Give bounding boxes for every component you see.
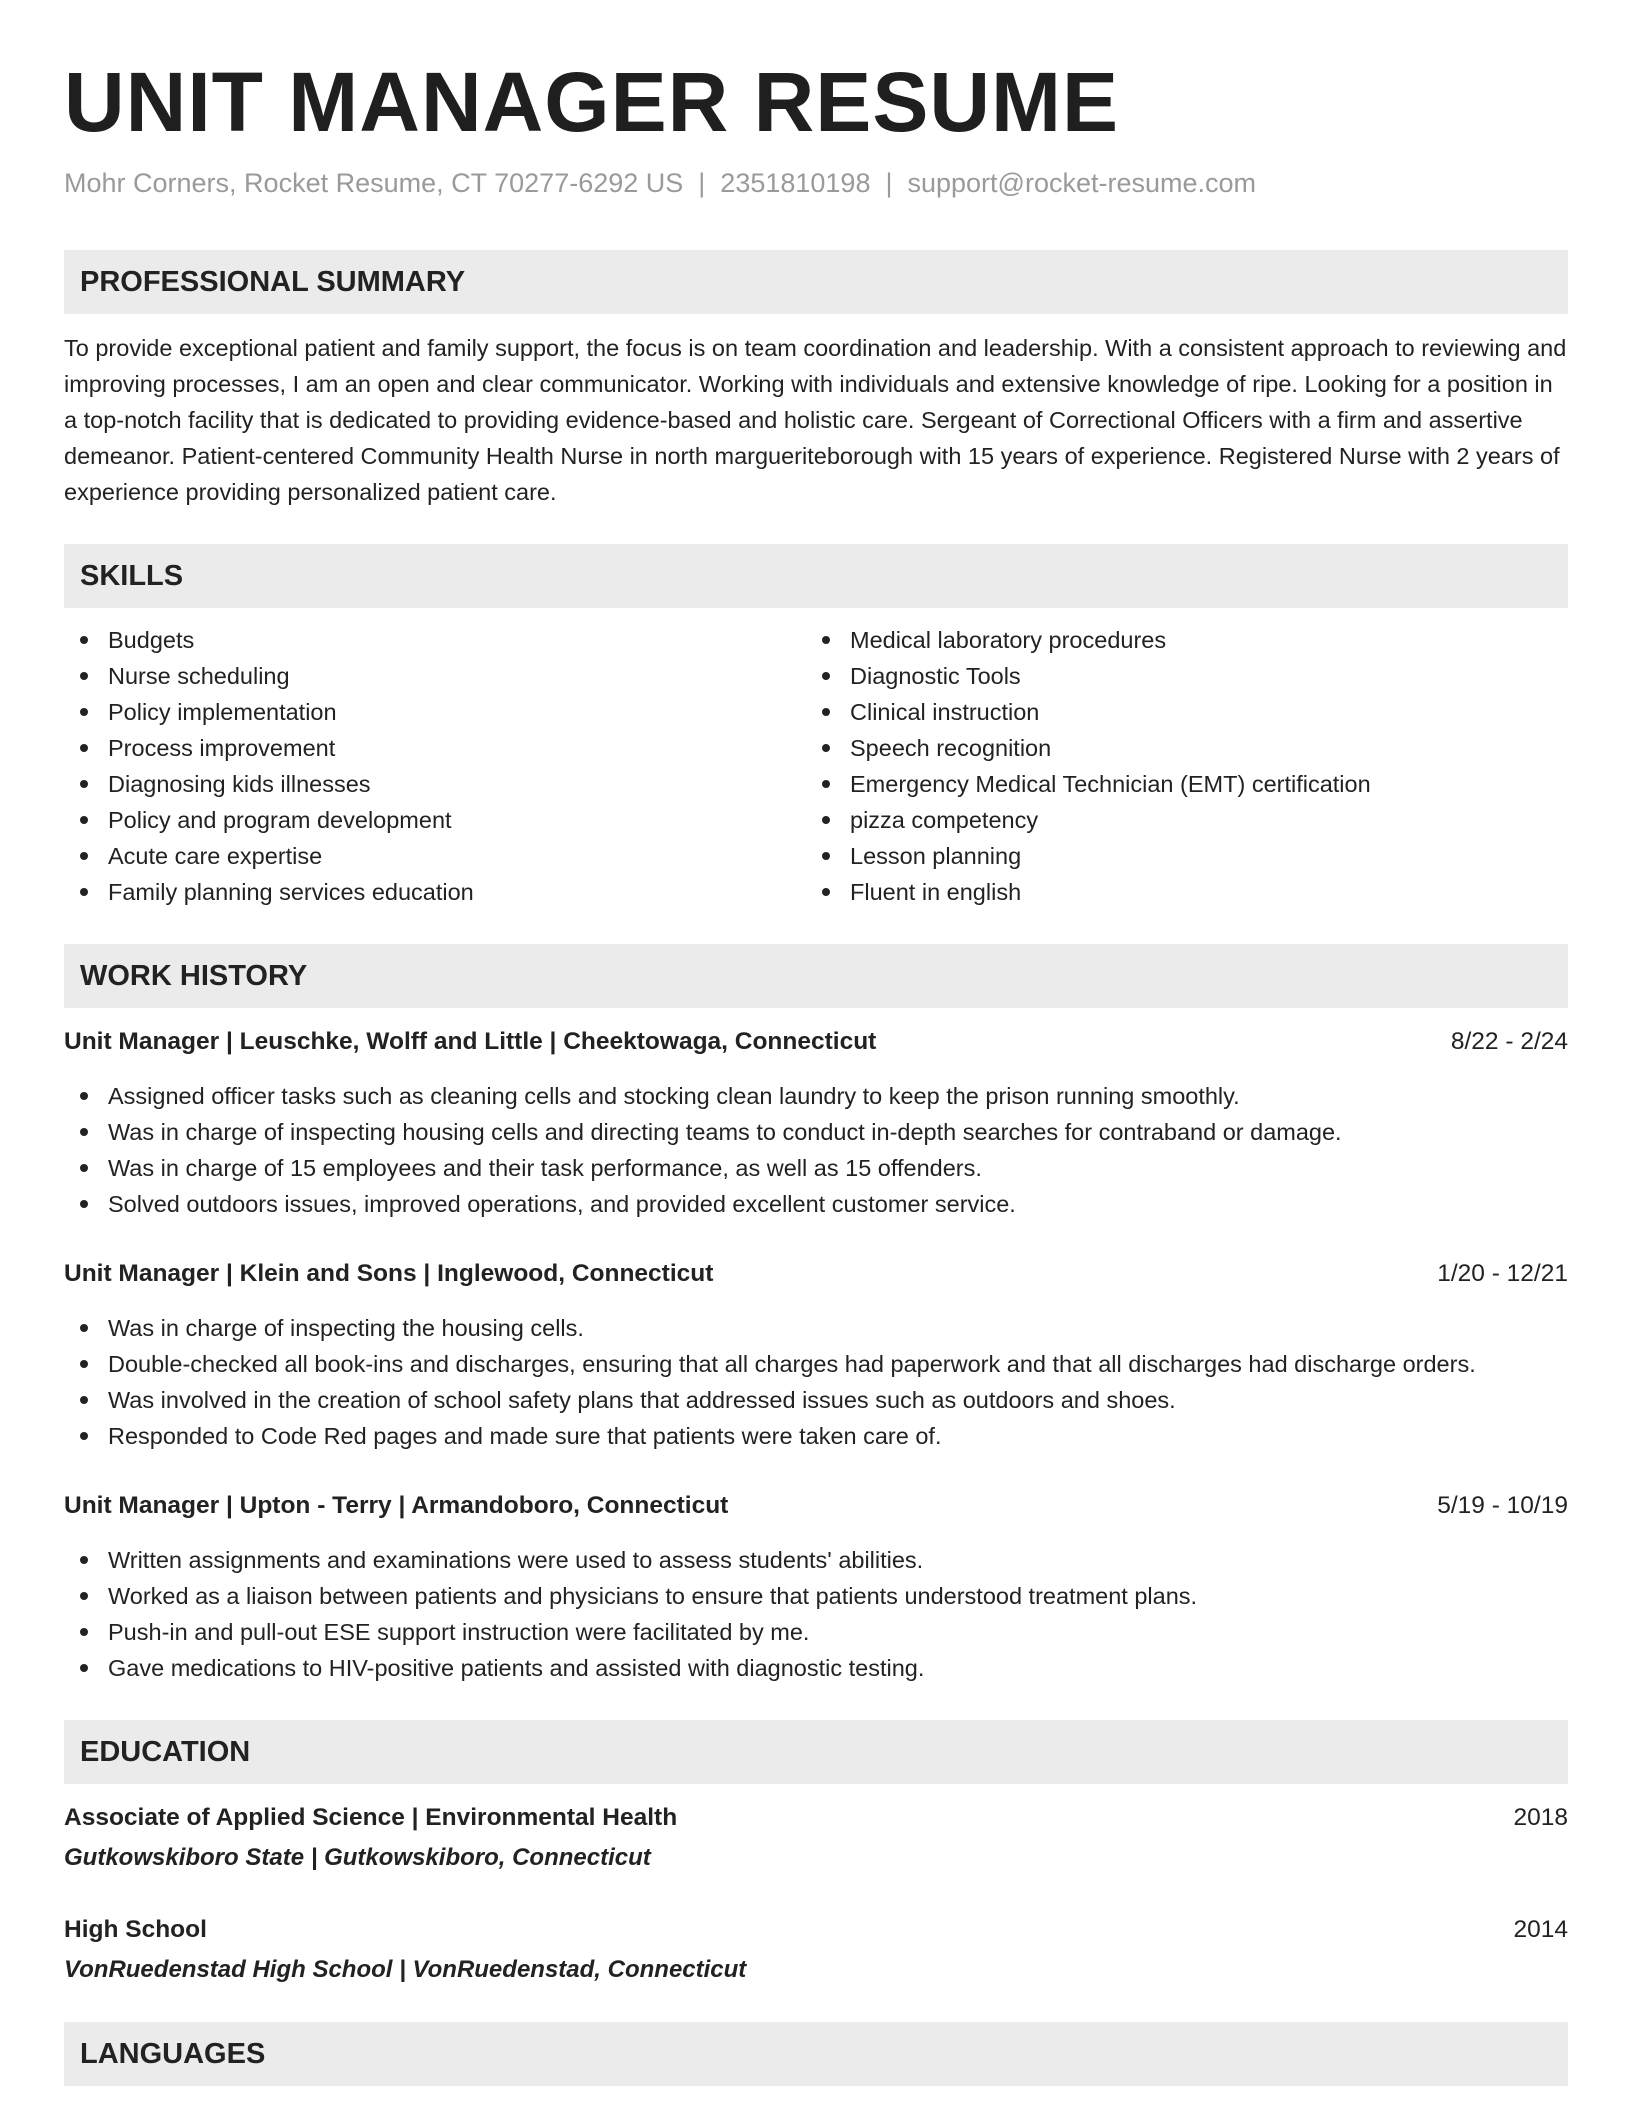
skill-item: pizza competency [806, 802, 1548, 838]
job-dates: 5/19 - 10/19 [1437, 1492, 1568, 1519]
education-header [64, 1912, 1568, 1948]
contact-email: support@rocket-resume.com [907, 168, 1257, 198]
job-bullet: Was in charge of inspecting housing cells and directing teams to conduct in-depth searches for contraband or damage. [64, 1114, 1568, 1150]
skill-item: Fluent in english [806, 874, 1548, 910]
skill-item: Policy implementation [64, 694, 806, 730]
skills-list [64, 622, 1568, 910]
skill-item: Policy and program development [64, 802, 806, 838]
job-bullet: Was involved in the creation of school safety plans that addressed issues such as outdoors and shoes. [64, 1382, 1568, 1418]
degree-title: High School [64, 1916, 207, 1943]
contact-separator: | [698, 168, 706, 198]
job-title: Unit Manager | Upton - Terry | Armandoboro, Connecticut [64, 1492, 729, 1519]
job-entry [64, 1488, 1568, 1686]
job-bullets [64, 1078, 1568, 1222]
contact-separator: | [885, 168, 893, 198]
education-entry [64, 1800, 1568, 1876]
skill-item: Speech recognition [806, 730, 1548, 766]
job-dates: 8/22 - 2/24 [1450, 1028, 1568, 1055]
school-name: Gutkowskiboro State | Gutkowskiboro, Connecticut [64, 1844, 651, 1871]
skill-item: Diagnosing kids illnesses [64, 766, 806, 802]
job-bullets [64, 1542, 1568, 1686]
skills-section [64, 544, 1568, 910]
job-title: Unit Manager | Klein and Sons | Inglewood, Connecticut [64, 1260, 714, 1287]
job-entry [64, 1024, 1568, 1222]
job-bullet: Assigned officer tasks such as cleaning cells and stocking clean laundry to keep the prison running smoothly. [64, 1078, 1568, 1114]
degree-title: Associate of Applied Science | Environmental Health [64, 1804, 678, 1831]
skill-item: Acute care expertise [64, 838, 806, 874]
job-dates: 1/20 - 12/21 [1437, 1260, 1568, 1287]
work-history-section [64, 944, 1568, 1686]
job-header [64, 1488, 1568, 1524]
education-header [64, 1800, 1568, 1836]
work-history-heading: WORK HISTORY [64, 944, 1568, 1008]
languages-heading: LANGUAGES [64, 2022, 1568, 2086]
job-title: Unit Manager | Leuschke, Wolff and Little | Cheektowaga, Connecticut [64, 1028, 877, 1055]
contact-phone: 2351810198 [720, 168, 871, 198]
job-bullet: Written assignments and examinations were used to assess students' abilities. [64, 1542, 1568, 1578]
skill-item: Nurse scheduling [64, 658, 806, 694]
resume-page [64, 52, 1568, 2086]
job-bullets [64, 1310, 1568, 1454]
skills-column-left [64, 622, 806, 910]
job-bullet: Responded to Code Red pages and made sure that patients were taken care of. [64, 1418, 1568, 1454]
skills-heading: SKILLS [64, 544, 1568, 608]
skill-item: Family planning services education [64, 874, 806, 910]
skill-item: Process improvement [64, 730, 806, 766]
skill-item: Emergency Medical Technician (EMT) certification [806, 766, 1548, 802]
education-entry [64, 1912, 1568, 1988]
job-bullet: Solved outdoors issues, improved operations, and provided excellent customer service. [64, 1186, 1568, 1222]
contact-line [64, 164, 1568, 202]
school-name: VonRuedenstad High School | VonRuedenstad, Connecticut [64, 1956, 747, 1983]
languages-section [64, 2022, 1568, 2086]
resume-title: UNIT MANAGER RESUME [64, 55, 1120, 149]
skill-item: Budgets [64, 622, 806, 658]
skill-item: Diagnostic Tools [806, 658, 1548, 694]
job-bullet: Double-checked all book-ins and discharges, ensuring that all charges had paperwork and that all discharges had discharge orders. [64, 1346, 1568, 1382]
job-header [64, 1256, 1568, 1292]
job-bullet: Was in charge of 15 employees and their task performance, as well as 15 offenders. [64, 1150, 1568, 1186]
job-bullet: Gave medications to HIV-positive patients and assisted with diagnostic testing. [64, 1650, 1568, 1686]
graduation-year: 2014 [1513, 1916, 1568, 1943]
graduation-year: 2018 [1513, 1804, 1568, 1831]
education-section [64, 1720, 1568, 1988]
job-bullet: Was in charge of inspecting the housing cells. [64, 1310, 1568, 1346]
job-entry [64, 1256, 1568, 1454]
contact-address: Mohr Corners, Rocket Resume, CT 70277-6292 US [64, 168, 684, 198]
job-header [64, 1024, 1568, 1060]
skill-item: Medical laboratory procedures [806, 622, 1548, 658]
job-bullet: Push-in and pull-out ESE support instruction were facilitated by me. [64, 1614, 1568, 1650]
summary-text: To provide exceptional patient and family support, the focus is on team coordination and leadership. With a consistent approach to reviewing and improving processes, I am an open and clear communicator. Working with individuals and extensive knowledge of ripe. Looking for a position in a top-notch facility that is dedicated to providing evidence-based and holistic care. Sergeant of Correctional Officers with a firm and assertive demeanor. Patient-centered Community Health Nurse in north margueriteborough with 15 years of experience. Registered Nurse with 2 years of experience providing personalized patient care. [64, 335, 1567, 505]
summary-heading: PROFESSIONAL SUMMARY [64, 250, 1568, 314]
education-heading: EDUCATION [64, 1720, 1568, 1784]
summary-section [64, 250, 1568, 510]
skill-item: Clinical instruction [806, 694, 1548, 730]
skill-item: Lesson planning [806, 838, 1548, 874]
job-bullet: Worked as a liaison between patients and physicians to ensure that patients understood treatment plans. [64, 1578, 1568, 1614]
skills-column-right [806, 622, 1548, 910]
